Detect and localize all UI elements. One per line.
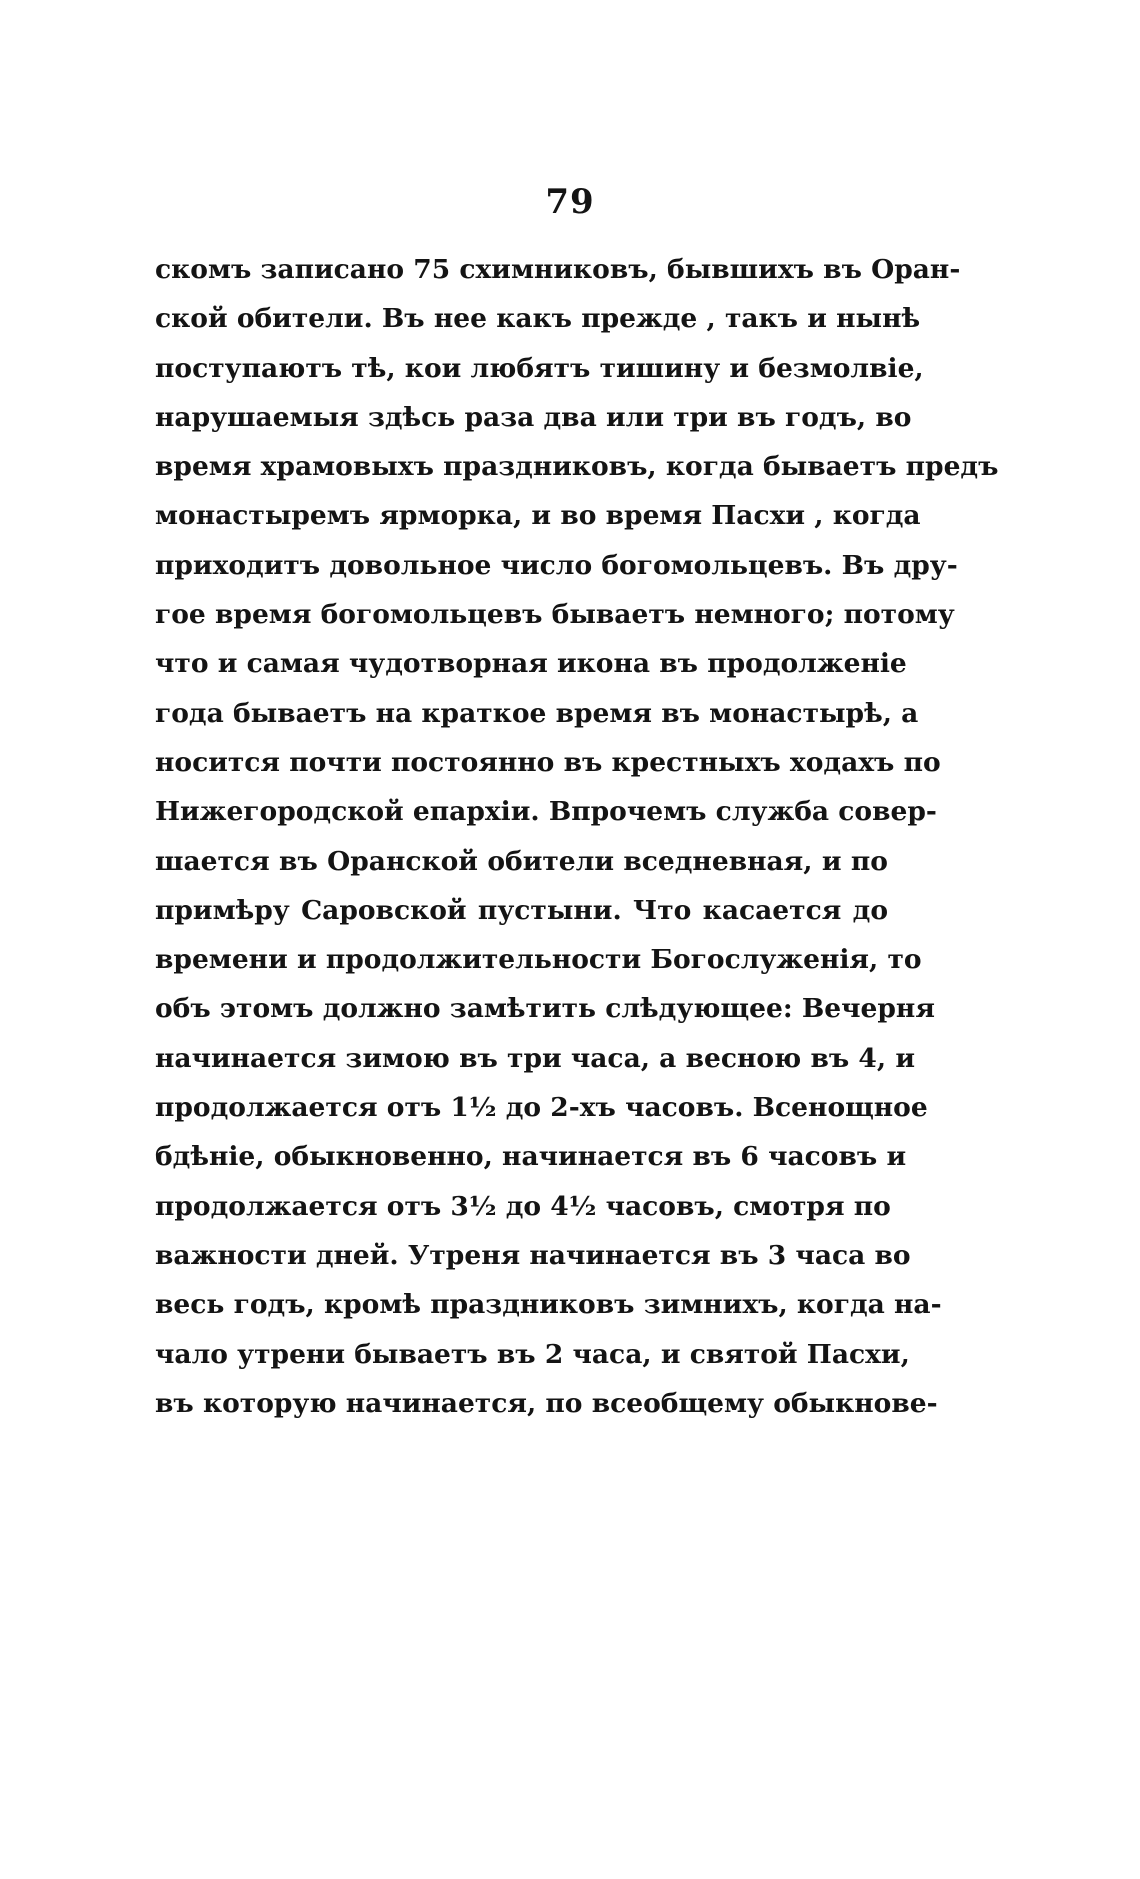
text-line: носится почти постоянно въ крестныхъ ходахъ по (155, 746, 941, 778)
text-line: примѣру Саровской пустыни. Что касается до (155, 894, 888, 926)
text-line: поступаютъ тѣ, кои любятъ тишину и безмолвіе, (155, 352, 924, 384)
text-line: скомъ записано 75 схимниковъ, бывшихъ въ Оран- (155, 254, 961, 285)
page-number: 79 (545, 182, 595, 222)
text-line: продолжается отъ 1½ до 2-хъ часовъ. Всенощное (155, 1092, 928, 1124)
text-line: объ этомъ должно замѣтить слѣдующее: Вечерня (155, 993, 935, 1025)
text-line: продолжается отъ 3½ до 4½ часовъ, смотря по (155, 1190, 891, 1222)
text-line: монастыремъ ярморка, и во время Пасхи , когда (155, 500, 921, 532)
text-line: гое время богомольцевъ бываетъ немного; потому (155, 599, 955, 631)
text-line: времени и продолжительности Богослуженія, то (155, 944, 922, 976)
text-line: ской обители. Въ нее какъ прежде , такъ и нынѣ (155, 303, 921, 335)
text-line: бдѣніе, обыкновенно, начинается въ 6 часовъ и (155, 1141, 907, 1173)
text-line: приходитъ довольное число богомольцевъ. Въ дру- (155, 549, 958, 581)
text-line: начинается зимою въ три часа, а весною въ 4, и (155, 1042, 915, 1074)
text-line: Нижегородской епархіи. Впрочемъ служба совер- (155, 796, 937, 828)
text-line: важности дней. Утреня начинается въ 3 часа во (155, 1239, 911, 1271)
text-line: нарушаемыя здѣсь раза два или три въ годъ, во (155, 401, 912, 433)
text-line: весь годъ, кромѣ праздниковъ зимнихъ, когда на- (155, 1289, 942, 1321)
text-line: чало утрени бываетъ въ 2 часа, и святой Пасхи, (155, 1338, 910, 1370)
text-line: время храмовыхъ праздниковъ, когда бываетъ предъ (155, 451, 999, 483)
text-line: года бываетъ на краткое время въ монастырѣ, а (155, 697, 919, 729)
text-line: шается въ Оранской обители вседневная, и по (155, 845, 888, 877)
body-text (155, 245, 999, 1428)
text-line: что и самая чудотворная икона въ продолженіе (155, 648, 907, 680)
text-line: въ которую начинается, по всеобщему обыкнове- (155, 1387, 938, 1419)
